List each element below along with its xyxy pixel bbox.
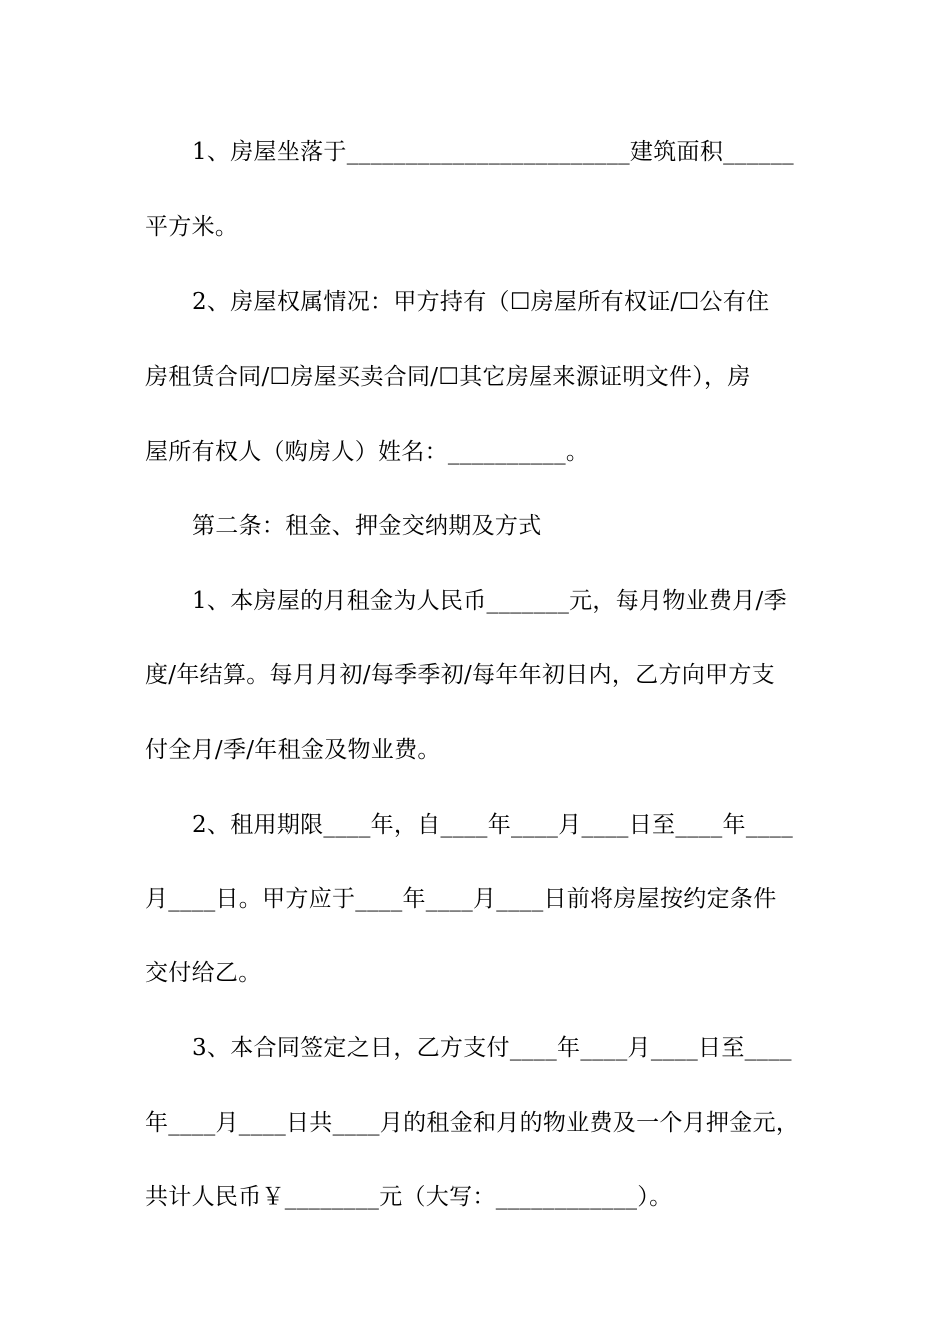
rent-clause-2-line-2: 月____日。甲方应于____年____月____日前将房屋按约定条件 [145, 886, 777, 912]
rent-clause-1-line-2: 度/年结算。每月月初/每季季初/每年年初日内，乙方向甲方支 [145, 662, 775, 688]
rent-clause-1-line-3: 付全月/季/年租金及物业费。 [145, 737, 441, 763]
rent-clause-3-line-2: 年____月____日共____月的租金和月的物业费及一个月押金元， [145, 1110, 800, 1136]
clause-1-house-location: 1、房屋坐落于________________________建筑面积______ [192, 139, 794, 165]
clause-2-ownership-line-1: 2、房屋权属情况：甲方持有（☐房屋所有权证/☐公有住 [192, 289, 770, 315]
rent-clause-3-line-1: 3、本合同签定之日，乙方支付____年____月____日至____ [192, 1035, 792, 1061]
rent-clause-3-line-3: 共计人民币￥________元（大写：____________）。 [145, 1184, 673, 1210]
rent-clause-1-line-1: 1、本房屋的月租金为人民币_______元，每月物业费月/季 [192, 588, 787, 614]
clause-1-area-unit: 平方米。 [145, 214, 239, 240]
clause-2-ownership-line-2: 房租赁合同/☐房屋买卖合同/☐其它房屋来源证明文件），房 [145, 364, 751, 390]
rent-clause-2-line-3: 交付给乙。 [145, 960, 262, 986]
clause-2-owner-name: 屋所有权人（购房人）姓名：__________。 [145, 439, 590, 465]
article-2-heading: 第二条：租金、押金交纳期及方式 [192, 513, 542, 539]
rent-clause-2-line-1: 2、租用期限____年，自____年____月____日至____年____ [192, 812, 794, 838]
